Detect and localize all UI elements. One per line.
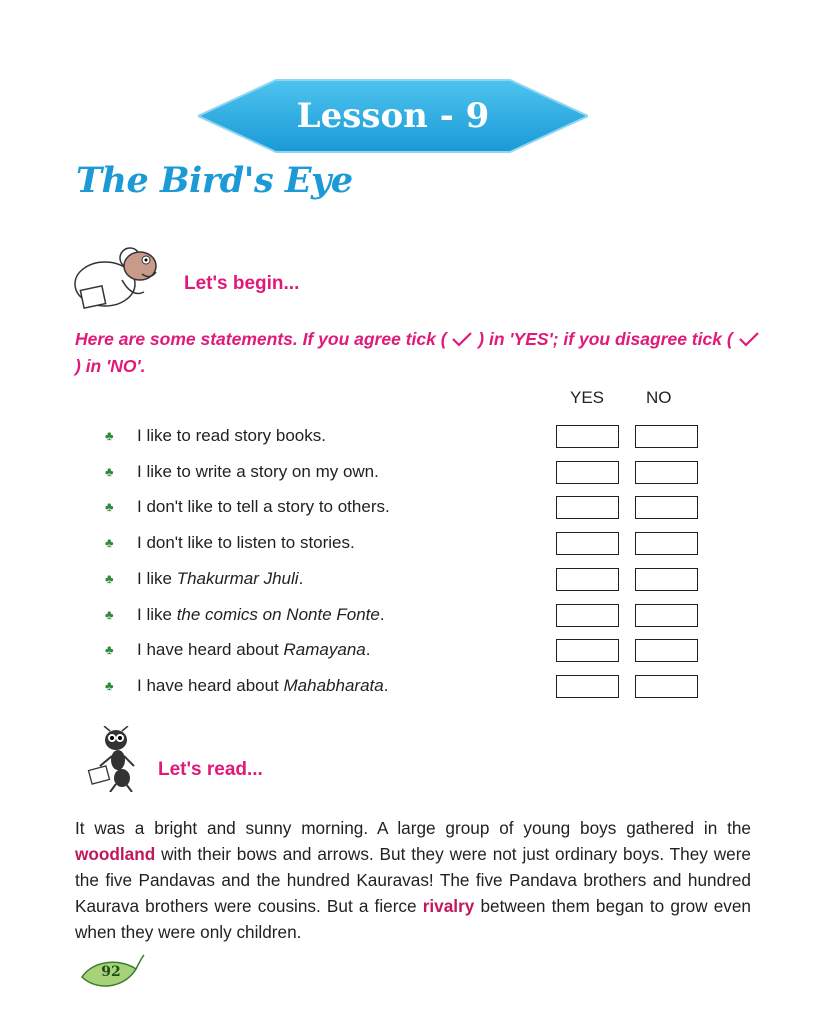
- no-checkbox[interactable]: [635, 675, 698, 698]
- clover-bullet-icon: ♣: [105, 571, 114, 586]
- story-title: The Bird's Eye: [76, 160, 353, 201]
- yes-checkbox[interactable]: [556, 675, 619, 698]
- page-number: 92: [101, 964, 121, 980]
- instruction-part-2: ) in 'YES'; if you disagree tick (: [478, 329, 733, 349]
- statement-text: I don't like to tell a story to others.: [137, 497, 390, 516]
- lesson-title: Lesson - 9: [296, 96, 490, 136]
- clover-bullet-icon: ♣: [105, 499, 114, 514]
- statement-text: I like the comics on Nonte Fonte.: [137, 605, 385, 624]
- tick-icon: [451, 331, 473, 347]
- statement-text: I like to read story books.: [137, 426, 326, 445]
- lets-begin-heading: Let's begin...: [184, 273, 300, 294]
- instruction-text: [75, 326, 760, 380]
- story-paragraph: It was a bright and sunny morning. A large group of young boys gathered in the woodland with their bows and arrows. But they were not just ordinary boys. They were the five Pandavas and the hundred Kauravas! The five Pandava brothers and hundred Kaurava brothers were cousins. But a fierce rivalry between them began to grow even when they were only children.: [75, 818, 751, 942]
- tick-icon: [738, 331, 760, 347]
- lets-read-heading: Let's read...: [158, 759, 263, 780]
- yes-checkbox[interactable]: [556, 532, 619, 555]
- clover-bullet-icon: ♣: [105, 428, 114, 443]
- clover-bullet-icon: ♣: [105, 464, 114, 479]
- yes-checkbox[interactable]: [556, 568, 619, 591]
- no-checkbox[interactable]: [635, 532, 698, 555]
- clover-bullet-icon: ♣: [105, 607, 114, 622]
- no-checkbox[interactable]: [635, 639, 698, 662]
- vocab-word-rivalry: rivalry: [422, 896, 475, 916]
- no-column-header: NO: [646, 388, 672, 407]
- instruction-part-3: ) in 'NO'.: [75, 356, 146, 376]
- statement-text: I have heard about Mahabharata.: [137, 676, 389, 695]
- instruction-part-1: Here are some statements. If you agree tick (: [75, 329, 447, 349]
- clover-bullet-icon: ♣: [105, 642, 114, 657]
- no-checkbox[interactable]: [635, 496, 698, 519]
- yes-checkbox[interactable]: [556, 604, 619, 627]
- statement-text: I have heard about Ramayana.: [137, 640, 371, 659]
- ant-reading-icon: [86, 726, 146, 792]
- page-number-badge: [80, 953, 146, 993]
- yes-checkbox[interactable]: [556, 639, 619, 662]
- no-checkbox[interactable]: [635, 461, 698, 484]
- statement-text: I like to write a story on my own.: [137, 462, 379, 481]
- clover-bullet-icon: ♣: [105, 678, 114, 693]
- yes-checkbox[interactable]: [556, 425, 619, 448]
- mouse-reading-icon: [70, 240, 170, 320]
- statement-text: I like Thakurmar Jhuli.: [137, 569, 304, 588]
- clover-bullet-icon: ♣: [105, 535, 114, 550]
- no-checkbox[interactable]: [635, 425, 698, 448]
- lesson-banner: [198, 78, 588, 154]
- yes-checkbox[interactable]: [556, 461, 619, 484]
- no-checkbox[interactable]: [635, 568, 698, 591]
- yes-checkbox[interactable]: [556, 496, 619, 519]
- yes-column-header: YES: [570, 388, 605, 407]
- no-checkbox[interactable]: [635, 604, 698, 627]
- vocab-word-woodland: woodland: [75, 844, 156, 864]
- statement-text: I don't like to listen to stories.: [137, 533, 355, 552]
